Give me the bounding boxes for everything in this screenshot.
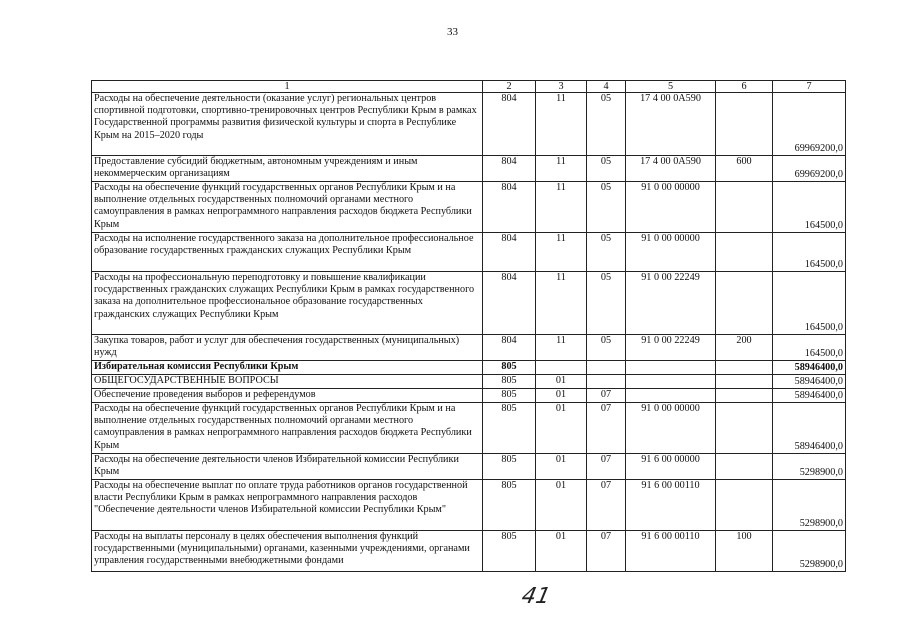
cell-expense-type — [716, 233, 773, 272]
cell-amount: 69969200,0 — [773, 93, 846, 156]
table-row — [92, 389, 846, 403]
cell-expense-type — [716, 361, 773, 375]
cell-target-article: 91 0 00 00000 — [626, 403, 716, 454]
cell-subsection: 07 — [587, 403, 626, 454]
cell-ministry-code: 804 — [483, 272, 536, 335]
cell-section — [536, 361, 587, 375]
cell-target-article: 17 4 00 0А590 — [626, 93, 716, 156]
cell-target-article — [626, 361, 716, 375]
cell-ministry-code: 804 — [483, 182, 536, 233]
table-row — [92, 93, 846, 156]
cell-section: 01 — [536, 375, 587, 389]
cell-amount: 58946400,0 — [773, 389, 846, 403]
cell-expense-type: 600 — [716, 156, 773, 182]
cell-amount: 164500,0 — [773, 182, 846, 233]
cell-section: 11 — [536, 272, 587, 335]
cell-target-article: 91 0 00 00000 — [626, 233, 716, 272]
cell-expense-type — [716, 389, 773, 403]
row-description: Расходы на выплаты персоналу в целях обеспечения выполнения функций государственными (муниципальными) органами, казенными учреждениями, органами управления государственными внебюджетными фондами — [92, 531, 483, 572]
row-description: Расходы на обеспечение деятельности членов Избирательной комиссии Республики Крым — [92, 454, 483, 480]
row-description: Расходы на исполнение государственного заказа на дополнительное профессиональное образование государственных гражданских служащих Республики Крым — [92, 233, 483, 272]
cell-subsection: 07 — [587, 531, 626, 572]
header-cell-7: 7 — [773, 81, 846, 93]
cell-section: 11 — [536, 93, 587, 156]
row-description: Обеспечение проведения выборов и референдумов — [92, 389, 483, 403]
cell-subsection: 05 — [587, 272, 626, 335]
cell-expense-type — [716, 403, 773, 454]
cell-section: 01 — [536, 480, 587, 531]
cell-expense-type — [716, 272, 773, 335]
cell-expense-type — [716, 93, 773, 156]
header-cell-5: 5 — [626, 81, 716, 93]
budget-table — [91, 80, 846, 572]
cell-target-article — [626, 389, 716, 403]
cell-ministry-code: 805 — [483, 531, 536, 572]
table-row — [92, 403, 846, 454]
table-header-row — [92, 81, 846, 93]
table-row — [92, 272, 846, 335]
cell-section: 11 — [536, 156, 587, 182]
row-description: Расходы на обеспечение выплат по оплате труда работников органов государственной власти Республики Крым в рамках непрограммного направления расходов "Обеспечение деятельности членов Избирательной комиссии Республики Крым" — [92, 480, 483, 531]
row-description: Расходы на обеспечение деятельности (оказание услуг) региональных центров спортивной подготовки, спортивно-тренировочных центров Республики Крым в рамках Государственной программы развития физической культуры и спорта в Республике Крым на 2015–2020 годы — [92, 93, 483, 156]
table-row — [92, 182, 846, 233]
cell-amount: 58946400,0 — [773, 361, 846, 375]
row-description: Предоставление субсидий бюджетным, автономным учреждениям и иным некоммерческим организациям — [92, 156, 483, 182]
table-row — [92, 480, 846, 531]
row-description: ОБЩЕГОСУДАРСТВЕННЫЕ ВОПРОСЫ — [92, 375, 483, 389]
table-row — [92, 531, 846, 572]
cell-target-article — [626, 375, 716, 389]
cell-expense-type: 200 — [716, 335, 773, 361]
cell-ministry-code: 804 — [483, 93, 536, 156]
header-cell-6: 6 — [716, 81, 773, 93]
cell-amount: 58946400,0 — [773, 403, 846, 454]
cell-subsection: 05 — [587, 182, 626, 233]
cell-amount: 164500,0 — [773, 272, 846, 335]
row-description: Расходы на обеспечение функций государственных органов Республики Крым и на выполнение отдельных государственных полномочий органами местного самоуправления в рамках непрограммного направления расходов бюджета Республики Крым — [92, 403, 483, 454]
row-description: Расходы на обеспечение функций государственных органов Республики Крым и на выполнение отдельных государственных полномочий органами местного самоуправления в рамках непрограммного направления расходов бюджета Республики Крым — [92, 182, 483, 233]
table-row — [92, 156, 846, 182]
cell-amount: 5298900,0 — [773, 531, 846, 572]
cell-subsection: 05 — [587, 233, 626, 272]
header-cell-3: 3 — [536, 81, 587, 93]
page-number: 33 — [447, 26, 458, 38]
cell-expense-type — [716, 375, 773, 389]
cell-expense-type — [716, 480, 773, 531]
row-description: Расходы на профессиональную переподготовку и повышение квалификации государственных гражданских служащих Республики Крым в рамках государственного заказа на дополнительное профессиональное образование государственных гражданских служащих Республики Крым — [92, 272, 483, 335]
header-cell-1: 1 — [92, 81, 483, 93]
cell-ministry-code: 804 — [483, 335, 536, 361]
header-cell-4: 4 — [587, 81, 626, 93]
table-row — [92, 375, 846, 389]
cell-section: 01 — [536, 454, 587, 480]
row-description: Закупка товаров, работ и услуг для обеспечения государственных (муниципальных) нужд — [92, 335, 483, 361]
cell-target-article: 91 6 00 00110 — [626, 480, 716, 531]
cell-target-article: 91 6 00 00110 — [626, 531, 716, 572]
cell-ministry-code: 804 — [483, 156, 536, 182]
cell-ministry-code: 805 — [483, 361, 536, 375]
cell-target-article: 91 0 00 00000 — [626, 182, 716, 233]
cell-target-article: 17 4 00 0А590 — [626, 156, 716, 182]
cell-section: 01 — [536, 389, 587, 403]
table-row — [92, 335, 846, 361]
cell-amount: 58946400,0 — [773, 375, 846, 389]
table-row — [92, 233, 846, 272]
cell-expense-type — [716, 454, 773, 480]
cell-target-article: 91 0 00 22249 — [626, 335, 716, 361]
row-description: Избирательная комиссия Республики Крым — [92, 361, 483, 375]
cell-expense-type — [716, 182, 773, 233]
cell-subsection: 05 — [587, 156, 626, 182]
cell-subsection: 05 — [587, 335, 626, 361]
cell-ministry-code: 805 — [483, 389, 536, 403]
cell-subsection: 05 — [587, 93, 626, 156]
table-row — [92, 454, 846, 480]
cell-ministry-code: 805 — [483, 480, 536, 531]
cell-amount: 164500,0 — [773, 233, 846, 272]
cell-amount: 164500,0 — [773, 335, 846, 361]
cell-section: 11 — [536, 233, 587, 272]
cell-subsection — [587, 361, 626, 375]
cell-target-article: 91 6 00 00000 — [626, 454, 716, 480]
cell-subsection: 07 — [587, 480, 626, 531]
cell-section: 11 — [536, 335, 587, 361]
cell-amount: 5298900,0 — [773, 454, 846, 480]
cell-subsection: 07 — [587, 389, 626, 403]
table-row — [92, 361, 846, 375]
cell-section: 11 — [536, 182, 587, 233]
cell-ministry-code: 805 — [483, 454, 536, 480]
cell-section: 01 — [536, 531, 587, 572]
cell-ministry-code: 805 — [483, 403, 536, 454]
cell-amount: 5298900,0 — [773, 480, 846, 531]
cell-subsection: 07 — [587, 454, 626, 480]
header-cell-2: 2 — [483, 81, 536, 93]
handwritten-page-note: 41 — [519, 584, 553, 609]
cell-ministry-code: 804 — [483, 233, 536, 272]
cell-ministry-code: 805 — [483, 375, 536, 389]
cell-expense-type: 100 — [716, 531, 773, 572]
cell-target-article: 91 0 00 22249 — [626, 272, 716, 335]
cell-section: 01 — [536, 403, 587, 454]
cell-amount: 69969200,0 — [773, 156, 846, 182]
cell-subsection — [587, 375, 626, 389]
